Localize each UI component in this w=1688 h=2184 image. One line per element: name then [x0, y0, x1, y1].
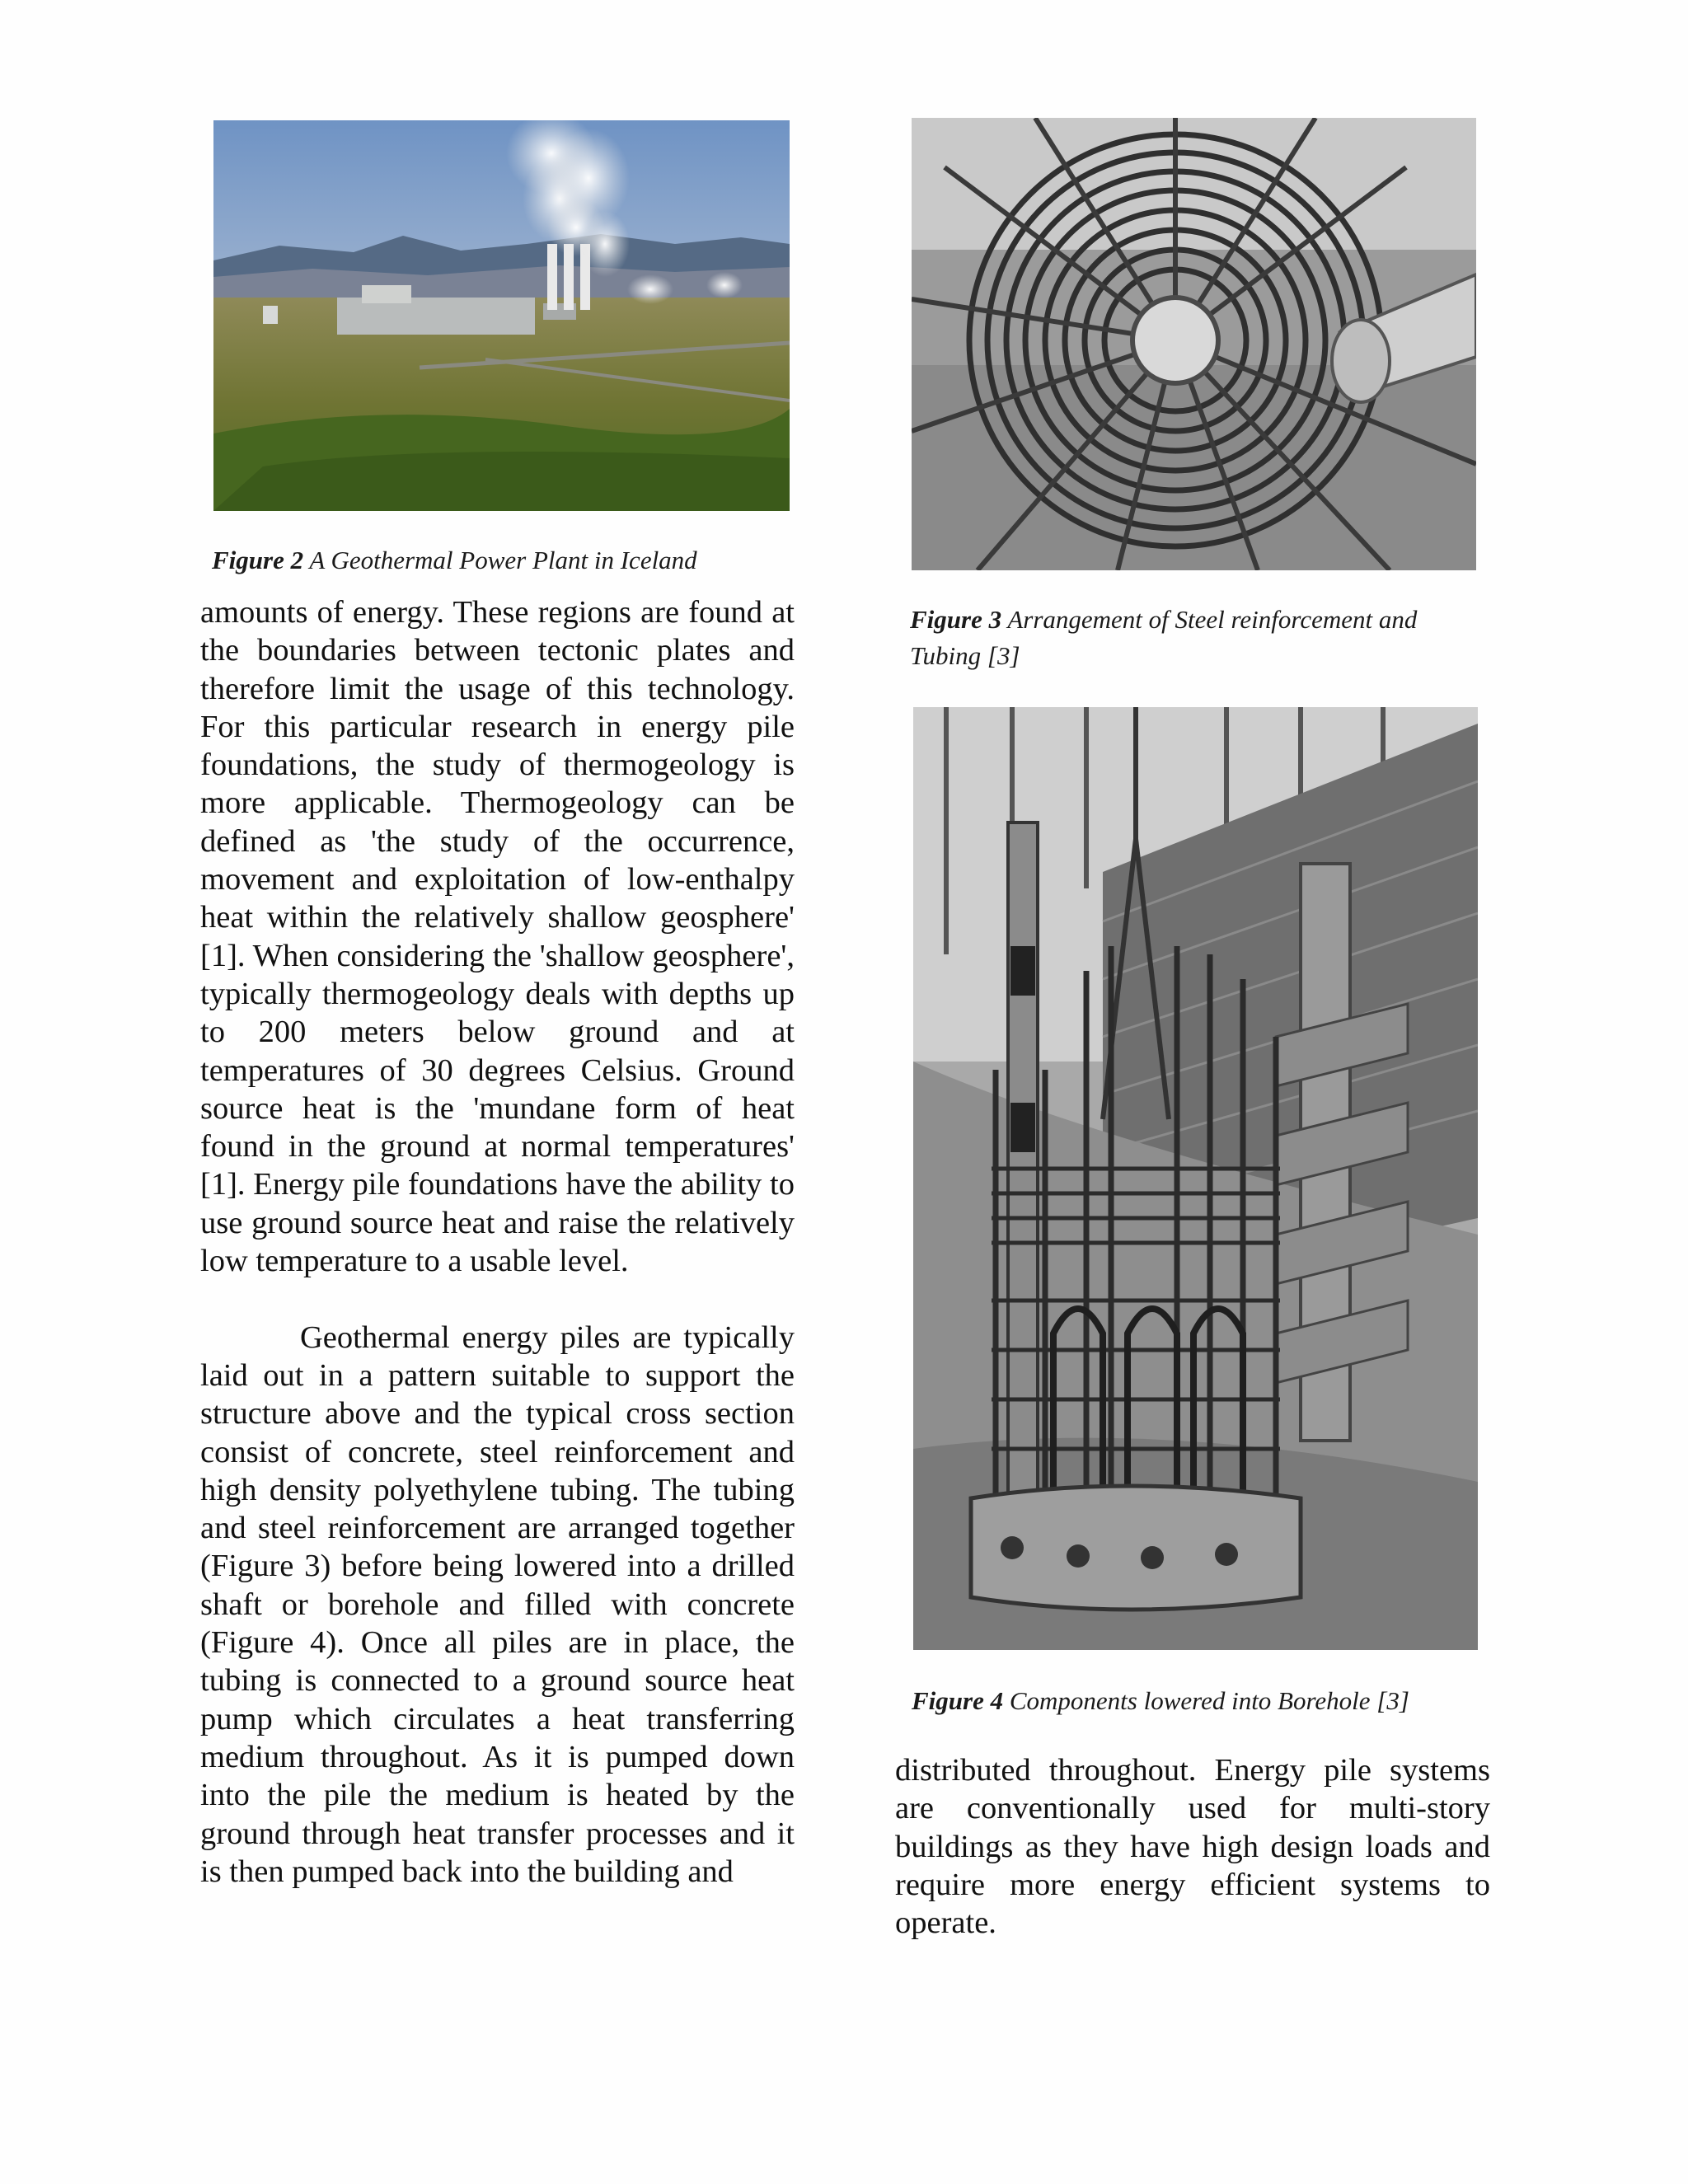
figure-3-caption-line1: Arrangement of Steel reinforcement and — [1007, 605, 1418, 634]
figure-2-label: Figure 2 — [212, 546, 304, 574]
figure-3-caption — [910, 602, 1503, 674]
figure-4-label: Figure 4 — [912, 1686, 1004, 1715]
figure-3-caption-line2: Tubing [3] — [910, 641, 1020, 670]
left-paragraph-1: amounts of energy. These regions are found at the boundaries between tectonic plates and therefore limit the usage of this technology. For this particular research in energy pile foundations, the study of thermogeology is more applicable. Thermogeology can be defined as 'the study of the occurrence, movement and exploitation of low-enthalpy heat within the relatively shallow geosphere' [1]. When considering the 'shallow geosphere', typically thermogeology deals with depths up to 200 meters below ground and at temperatures of 30 degrees Celsius. Ground source heat is the 'mundane form of heat found in the ground at normal temperatures' [1]. Energy pile foundations have the ability to use ground source heat and raise the relatively low temperature to a usable level. — [200, 595, 795, 1279]
figure-2-caption — [212, 542, 697, 579]
figure-4-caption — [912, 1683, 1409, 1719]
left-paragraph-2: Geothermal energy piles are typically laid out in a pattern suitable to support the structure above and the typical cross section consist of concrete, steel reinforcement and high density polyethylene tubing. The tubing and steel reinforcement are arranged together (Figure 3) before being lowered into a drilled shaft or borehole and filled with concrete (Figure 4). Once all piles are in place, the tubing is connected to a ground source heat pump which circulates a heat transferring medium throughout. As it is pumped down into the pile the medium is heated by the ground through heat transfer processes and it is then pumped back into the building and — [200, 1319, 795, 1889]
figure-3-photo — [912, 118, 1476, 570]
figure-3-label: Figure 3 — [910, 605, 1002, 634]
right-paragraph-1: distributed throughout. Energy pile systems are conventionally used for multi-story buildings as they have high design loads and require more energy efficient systems to operate. — [895, 1753, 1490, 1941]
left-column — [200, 593, 795, 1891]
figure-4-photo — [913, 707, 1478, 1650]
figure-4-caption-text: Components lowered into Borehole [3] — [1009, 1686, 1409, 1715]
figure-2-photo — [213, 120, 790, 511]
right-column — [895, 1751, 1490, 1942]
figure-2-caption-text: A Geothermal Power Plant in Iceland — [309, 546, 697, 574]
